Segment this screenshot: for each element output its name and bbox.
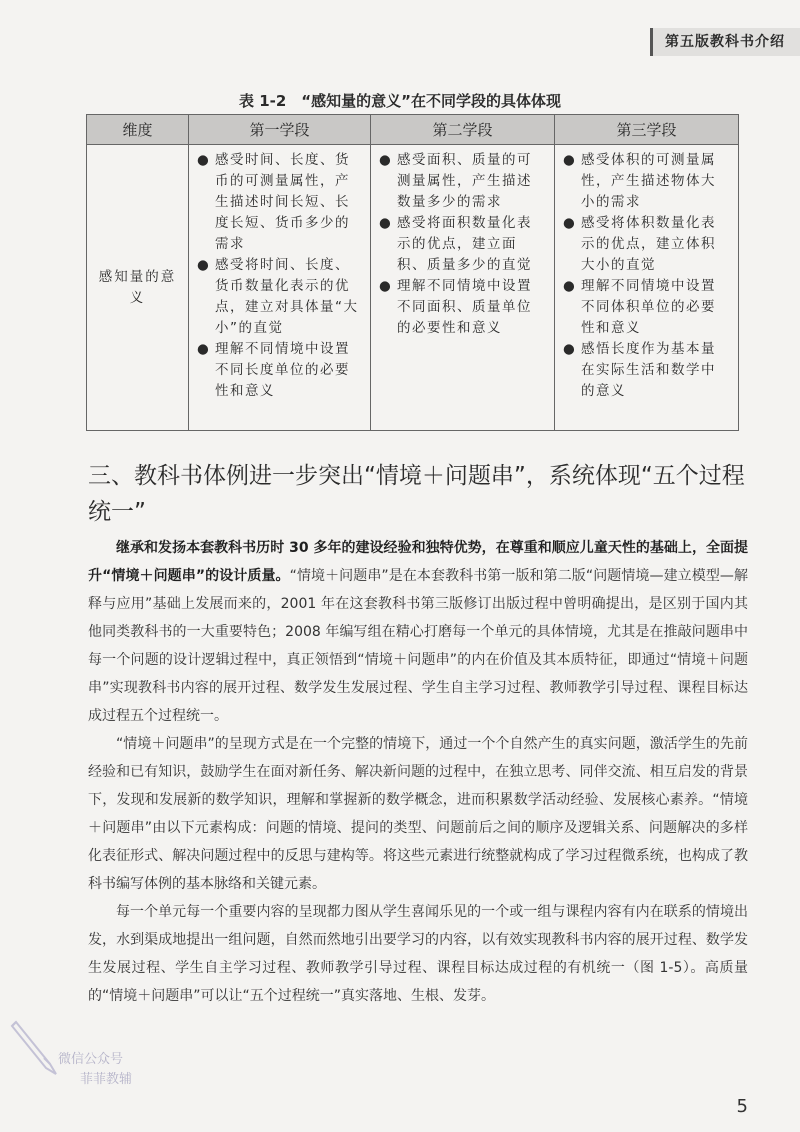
watermark-line-1: 微信公众号: [58, 1052, 124, 1067]
watermark-pencil-icon: [6, 1012, 66, 1082]
paragraph-1-lead: 继承和发扬本套教科书历时 30 多年的建设经验和独特优势，在尊重和顺应儿童天性的基础上，全面提升“情境＋问题串”的设计质量。: [88, 540, 748, 584]
paragraph-1: [88, 534, 748, 730]
body-text: [88, 534, 748, 1010]
list-item: ● 感受将体积数量化表示的优点，建立体积大小的直觉: [563, 215, 716, 273]
stage-1-cell: [189, 145, 371, 431]
table-header-row: [87, 115, 739, 145]
bullet-icon: ●: [563, 278, 577, 294]
bullet-icon: ●: [379, 215, 393, 231]
watermark: [58, 1050, 132, 1090]
list-item: ● 理解不同情境中设置不同面积、质量单位的必要性和意义: [379, 278, 532, 336]
bullet-icon: ●: [563, 152, 577, 168]
list-item: ● 感悟长度作为基本量在实际生活和数学中的意义: [563, 341, 716, 399]
running-header: 第五版教科书介绍: [650, 28, 800, 56]
stage-3-cell: [555, 145, 739, 431]
bullet-icon: ●: [379, 278, 393, 294]
col-header-stage-3: 第三学段: [555, 115, 739, 145]
bullet-icon: ●: [379, 152, 393, 168]
bullet-icon: ●: [197, 152, 211, 168]
list-item: ● 理解不同情境中设置不同长度单位的必要性和意义: [197, 341, 350, 399]
paragraph-1-rest: “情境＋问题串”是在本套教科书第一版和第二版“问题情境—建立模型—解释与应用”基础上发展而来的，2001 年在这套教科书第三版修订出版过程中曾明确提出，是区别于国内其他同类教科书的一大重要特色；2008 年编写组在精心打磨每一个单元的具体情境，尤其是在推敲问题串中每一个问题的设计逻辑过程中，真正领悟到“情境＋问题串”的内在价值及其本质特征，即通过“情境＋问题串”实现教科书内容的展开过程、数学发生发展过程、学生自主学习过程、教师教学引导过程、课程目标达成过程五个过程统一。: [88, 568, 748, 724]
list-item: ● 感受面积、质量的可测量属性，产生描述数量多少的需求: [379, 152, 532, 210]
paragraph-2: “情境＋问题串”的呈现方式是在一个完整的情境下，通过一个个自然产生的真实问题，激活学生的先前经验和已有知识，鼓励学生在面对新任务、解决新问题的过程中，在独立思考、同伴交流、相互启发的背景下，发现和发展新的数学知识，理解和掌握新的数学概念，进而积累数学活动经验、发展核心素养。“情境＋问题串”由以下元素构成：问题的情境、提问的类型、问题前后之间的顺序及逻辑关系、问题解决的多样化表征形式、解决问题过程中的反思与建构等。将这些元素进行统整就构成了学习过程微系统，也构成了教科书编写体例的基本脉络和关键元素。: [88, 736, 748, 892]
bullet-icon: ●: [563, 341, 577, 357]
bullet-icon: ●: [197, 257, 211, 273]
stage-table: [86, 114, 739, 431]
col-header-stage-2: 第二学段: [371, 115, 555, 145]
paragraph-3: 每一个单元每一个重要内容的呈现都力图从学生喜闻乐见的一个或一组与课程内容有内在联系的情境出发，水到渠成地提出一组问题，自然而然地引出要学习的内容，以有效实现教科书内容的展开过程、数学发生发展过程、学生自主学习过程、教师教学引导过程、课程目标达成过程的有机统一（图 1-5）。高质量的“情境＋问题串”可以让“五个过程统一”真实落地、生根、发芽。: [88, 904, 748, 1004]
col-header-dimension: 维度: [87, 115, 189, 145]
bullet-icon: ●: [197, 341, 211, 357]
section-heading: 三、教科书体例进一步突出“情境＋问题串”，系统体现“五个过程统一”: [88, 463, 745, 525]
page-number: 5: [736, 1096, 748, 1117]
col-header-stage-1: 第一学段: [189, 115, 371, 145]
list-item: ● 感受时间、长度、货币的可测量属性，产生描述时间长短、长度长短、货币多少的需求: [197, 152, 350, 252]
list-item: ● 感受将面积数量化表示的优点，建立面积、质量多少的直觉: [379, 215, 532, 273]
table-row: [87, 145, 739, 431]
row-label: 感知量的意义: [87, 145, 189, 431]
list-item: ● 感受将时间、长度、货币数量化表示的优点，建立对具体量“大小”的直觉: [197, 257, 359, 336]
list-item: ● 感受体积的可测量属性，产生描述物体大小的需求: [563, 152, 716, 210]
watermark-line-2: 菲菲教辅: [80, 1072, 133, 1087]
bullet-icon: ●: [563, 215, 577, 231]
stage-2-cell: [371, 145, 555, 431]
table-caption: 表 1-2 “感知量的意义”在不同学段的具体体现: [238, 92, 562, 110]
list-item: ● 理解不同情境中设置不同体积单位的必要性和意义: [563, 278, 716, 336]
